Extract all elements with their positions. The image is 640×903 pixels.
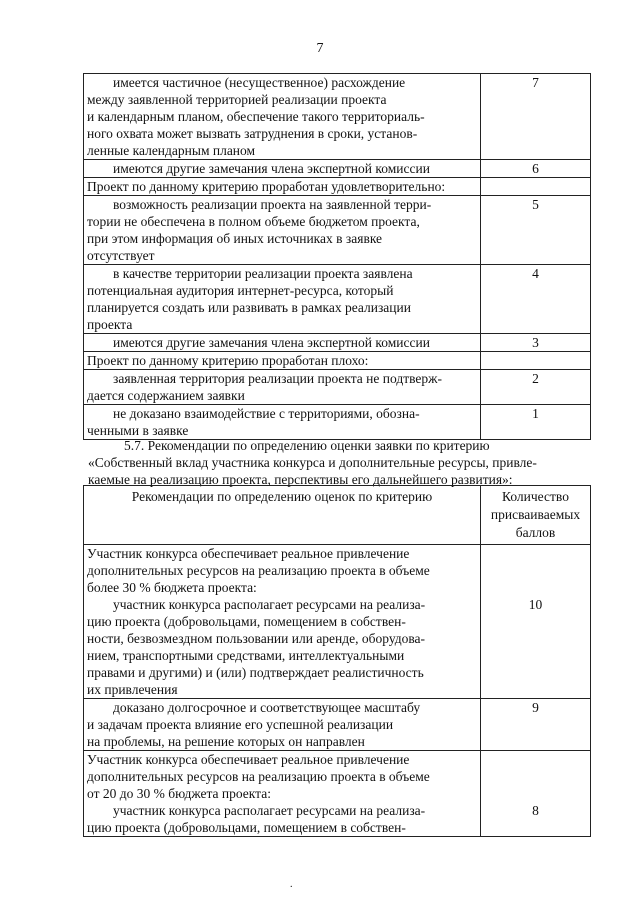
cell-text-line: дополнительных ресурсов на реализацию проекта в объеме [87, 563, 430, 578]
criteria-table-2 [83, 485, 591, 837]
cell-text-line: участник конкурса располагает ресурсами на реализа- [113, 597, 426, 612]
cell-text-line: Проект по данному критерию проработан удовлетворительно: [87, 179, 446, 194]
score-cell [481, 699, 591, 751]
criterion-cell [84, 74, 481, 160]
cell-text-line: цию проекта (добровольцами, помещением в собствен- [87, 614, 406, 629]
criterion-cell [84, 405, 481, 440]
cell-text-line: ленные календарным планом [87, 143, 256, 158]
footer-mark: . [290, 879, 293, 890]
header-col2-line: Количество [502, 489, 569, 504]
criterion-cell [84, 370, 481, 405]
cell-text-line: цию проекта (добровольцами, помещением в собствен- [87, 820, 406, 835]
score-cell: 1 [481, 405, 591, 440]
cell-text-line: Участник конкурса обеспечивает реальное привлечение [87, 752, 410, 767]
cell-text-line: дополнительных ресурсов на реализацию проекта в объеме [87, 769, 430, 784]
table-row [84, 751, 591, 837]
table-row [84, 265, 591, 334]
header-col1-text: Рекомендации по определению оценок по критерию [131, 489, 433, 504]
cell-text-line: имеются другие замечания члена экспертной комиссии [113, 161, 430, 176]
cell-text-line: ченными в заявке [87, 423, 189, 438]
criterion-cell [84, 334, 481, 352]
cell-text-line: дается содержанием заявки [87, 388, 245, 403]
table-row [84, 160, 591, 178]
cell-text-line: проекта [87, 317, 133, 332]
criterion-cell [84, 265, 481, 334]
cell-text-line: и задачам проекта влияние его успешной реализации [87, 717, 394, 732]
score-value: 9 [532, 700, 539, 715]
cell-text-line: правами и другими) и (или) подтверждает реалистичность [87, 665, 424, 680]
cell-text-line: не доказано взаимодействие с территориями, обозна- [113, 406, 420, 421]
page-number: 7 [316, 41, 324, 56]
header-col2-line: присваиваемых [490, 507, 581, 522]
table-row [84, 178, 591, 196]
cell-text-line: участник конкурса располагает ресурсами на реализа- [113, 803, 426, 818]
criterion-cell [84, 160, 481, 178]
table-row [84, 74, 591, 160]
criterion-cell [84, 751, 481, 837]
paragraph-line: каемые на реализацию проекта, перспективы его дальнейшего развития»: [88, 472, 513, 487]
table-row [84, 352, 591, 370]
paragraph-line: 5.7. Рекомендации по определению оценки заявки по критерию [124, 438, 490, 453]
criterion-cell [84, 699, 481, 751]
cell-text-line: ного охвата может вызвать затруднения в сроки, установ- [87, 126, 418, 141]
table-row [84, 405, 591, 440]
cell-text-line: их привлечения [87, 682, 178, 697]
score-cell [481, 352, 591, 370]
score-cell: 5 [481, 196, 591, 265]
table-row [84, 334, 591, 352]
cell-text-line: заявленная территория реализации проекта не подтверж- [113, 371, 442, 386]
score-cell [481, 751, 591, 837]
score-value: 10 [528, 597, 543, 612]
criteria-table-1 [83, 73, 591, 440]
cell-text-line: планируется создать или развивать в рамках реализации [87, 300, 411, 315]
section-5-7-paragraph [88, 437, 588, 488]
cell-text-line: возможность реализации проекта на заявленной терри- [113, 197, 432, 212]
header-col2-line: баллов [515, 525, 556, 540]
cell-text-line: доказано долгосрочное и соответствующее масштабу [113, 700, 421, 715]
cell-text-line: в качестве территории реализации проекта заявлена [113, 266, 413, 281]
cell-text-line: при этом информация об иных источниках в заявке [87, 231, 383, 246]
table-row [84, 196, 591, 265]
cell-text-line: тории не обеспечена в полном объеме бюджетом проекта, [87, 214, 420, 229]
score-cell: 6 [481, 160, 591, 178]
score-value: 8 [532, 803, 539, 818]
criterion-cell [84, 196, 481, 265]
criterion-cell [84, 178, 481, 196]
table-row [84, 699, 591, 751]
cell-text-line: на проблемы, на решение которых он направлен [87, 734, 365, 749]
paragraph-line: «Собственный вклад участника конкурса и дополнительные ресурсы, привле- [88, 455, 537, 470]
score-cell: 2 [481, 370, 591, 405]
criterion-cell [84, 545, 481, 699]
cell-text-line: более 30 % бюджета проекта: [87, 580, 257, 595]
cell-text-line: и календарным планом, обеспечение такого территориаль- [87, 109, 425, 124]
cell-text-line: от 20 до 30 % бюджета проекта: [87, 786, 271, 801]
table-header-row [84, 486, 591, 545]
cell-text-line: между заявленной территорией реализации проекта [87, 92, 387, 107]
table-row [84, 545, 591, 699]
cell-text-line: потенциальная аудитория интернет-ресурса, который [87, 283, 394, 298]
cell-text-line: Участник конкурса обеспечивает реальное привлечение [87, 546, 410, 561]
cell-text-line: нием, транспортными средствами, интеллектуальными [87, 648, 405, 663]
cell-text-line: имеются другие замечания члена экспертной комиссии [113, 335, 430, 350]
score-cell: 4 [481, 265, 591, 334]
header-score [481, 486, 591, 545]
score-cell: 3 [481, 334, 591, 352]
score-cell: 7 [481, 74, 591, 160]
table-row [84, 370, 591, 405]
cell-text-line: отсутствует [87, 248, 155, 263]
score-cell [481, 545, 591, 699]
cell-text-line: ности, безвозмездном пользовании или аренде, оборудова- [87, 631, 426, 646]
score-cell [481, 178, 591, 196]
cell-text-line: имеется частичное (несущественное) расхождение [113, 75, 406, 90]
criterion-cell [84, 352, 481, 370]
cell-text-line: Проект по данному критерию проработан плохо: [87, 353, 369, 368]
header-recommendations [84, 486, 481, 545]
